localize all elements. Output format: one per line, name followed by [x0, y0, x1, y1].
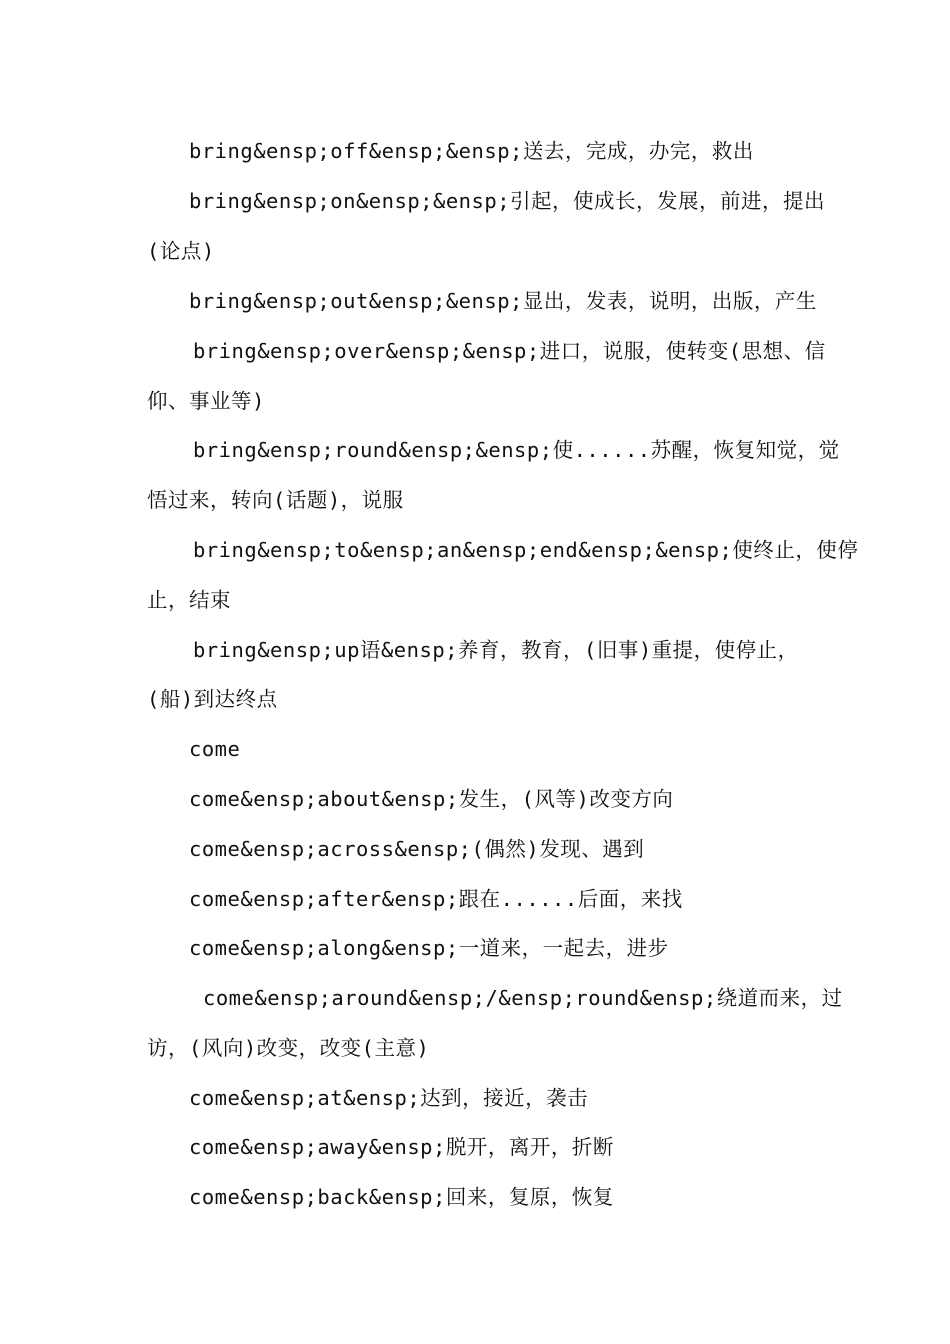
- text-line-bring-up: bring&ensp;up语&ensp;养育，教育，(旧事)重提，使停止，: [193, 638, 799, 662]
- text-line-bring-over-cont: 仰、事业等): [147, 389, 265, 413]
- text-line-come-at: come&ensp;at&ensp;达到，接近，袭击: [189, 1086, 589, 1110]
- text-line-come: come: [189, 737, 241, 761]
- text-line-bring-on: bring&ensp;on&ensp;&ensp;引起，使成长，发展，前进，提出: [189, 189, 826, 213]
- text-line-bring-up-cont: (船)到达终点: [147, 687, 278, 711]
- text-line-come-away: come&ensp;away&ensp;脱开，离开，折断: [189, 1135, 614, 1159]
- text-line-come-after: come&ensp;after&ensp;跟在......后面，来找: [189, 887, 683, 911]
- text-line-come-about: come&ensp;about&ensp;发生，(风等)改变方向: [189, 787, 674, 811]
- text-line-bring-off: bring&ensp;off&ensp;&ensp;送去，完成，办完，救出: [189, 139, 754, 163]
- text-line-bring-to-an-end-cont: 止，结束: [147, 588, 231, 612]
- text-line-bring-to-an-end: bring&ensp;to&ensp;an&ensp;end&ensp;&ensp;使终止，使停: [193, 538, 859, 562]
- text-line-come-around: come&ensp;around&ensp;/&ensp;round&ensp;绕道而来，过: [203, 986, 843, 1010]
- text-line-come-along: come&ensp;along&ensp;一道来，一起去，进步: [189, 936, 669, 960]
- text-line-come-around-cont: 访，(风向)改变，改变(主意): [147, 1036, 430, 1060]
- text-line-come-back: come&ensp;back&ensp;回来，复原，恢复: [189, 1185, 614, 1209]
- text-line-bring-on-cont: (论点): [147, 239, 215, 263]
- text-line-bring-over: bring&ensp;over&ensp;&ensp;进口，说服，使转变(思想、信: [193, 339, 826, 363]
- text-line-bring-round-cont: 悟过来，转向(话题)，说服: [147, 488, 404, 512]
- text-line-come-across: come&ensp;across&ensp;(偶然)发现、遇到: [189, 837, 645, 861]
- text-line-bring-round: bring&ensp;round&ensp;&ensp;使......苏醒，恢复知觉，觉: [193, 438, 840, 462]
- text-line-bring-out: bring&ensp;out&ensp;&ensp;显出，发表，说明，出版，产生: [189, 289, 817, 313]
